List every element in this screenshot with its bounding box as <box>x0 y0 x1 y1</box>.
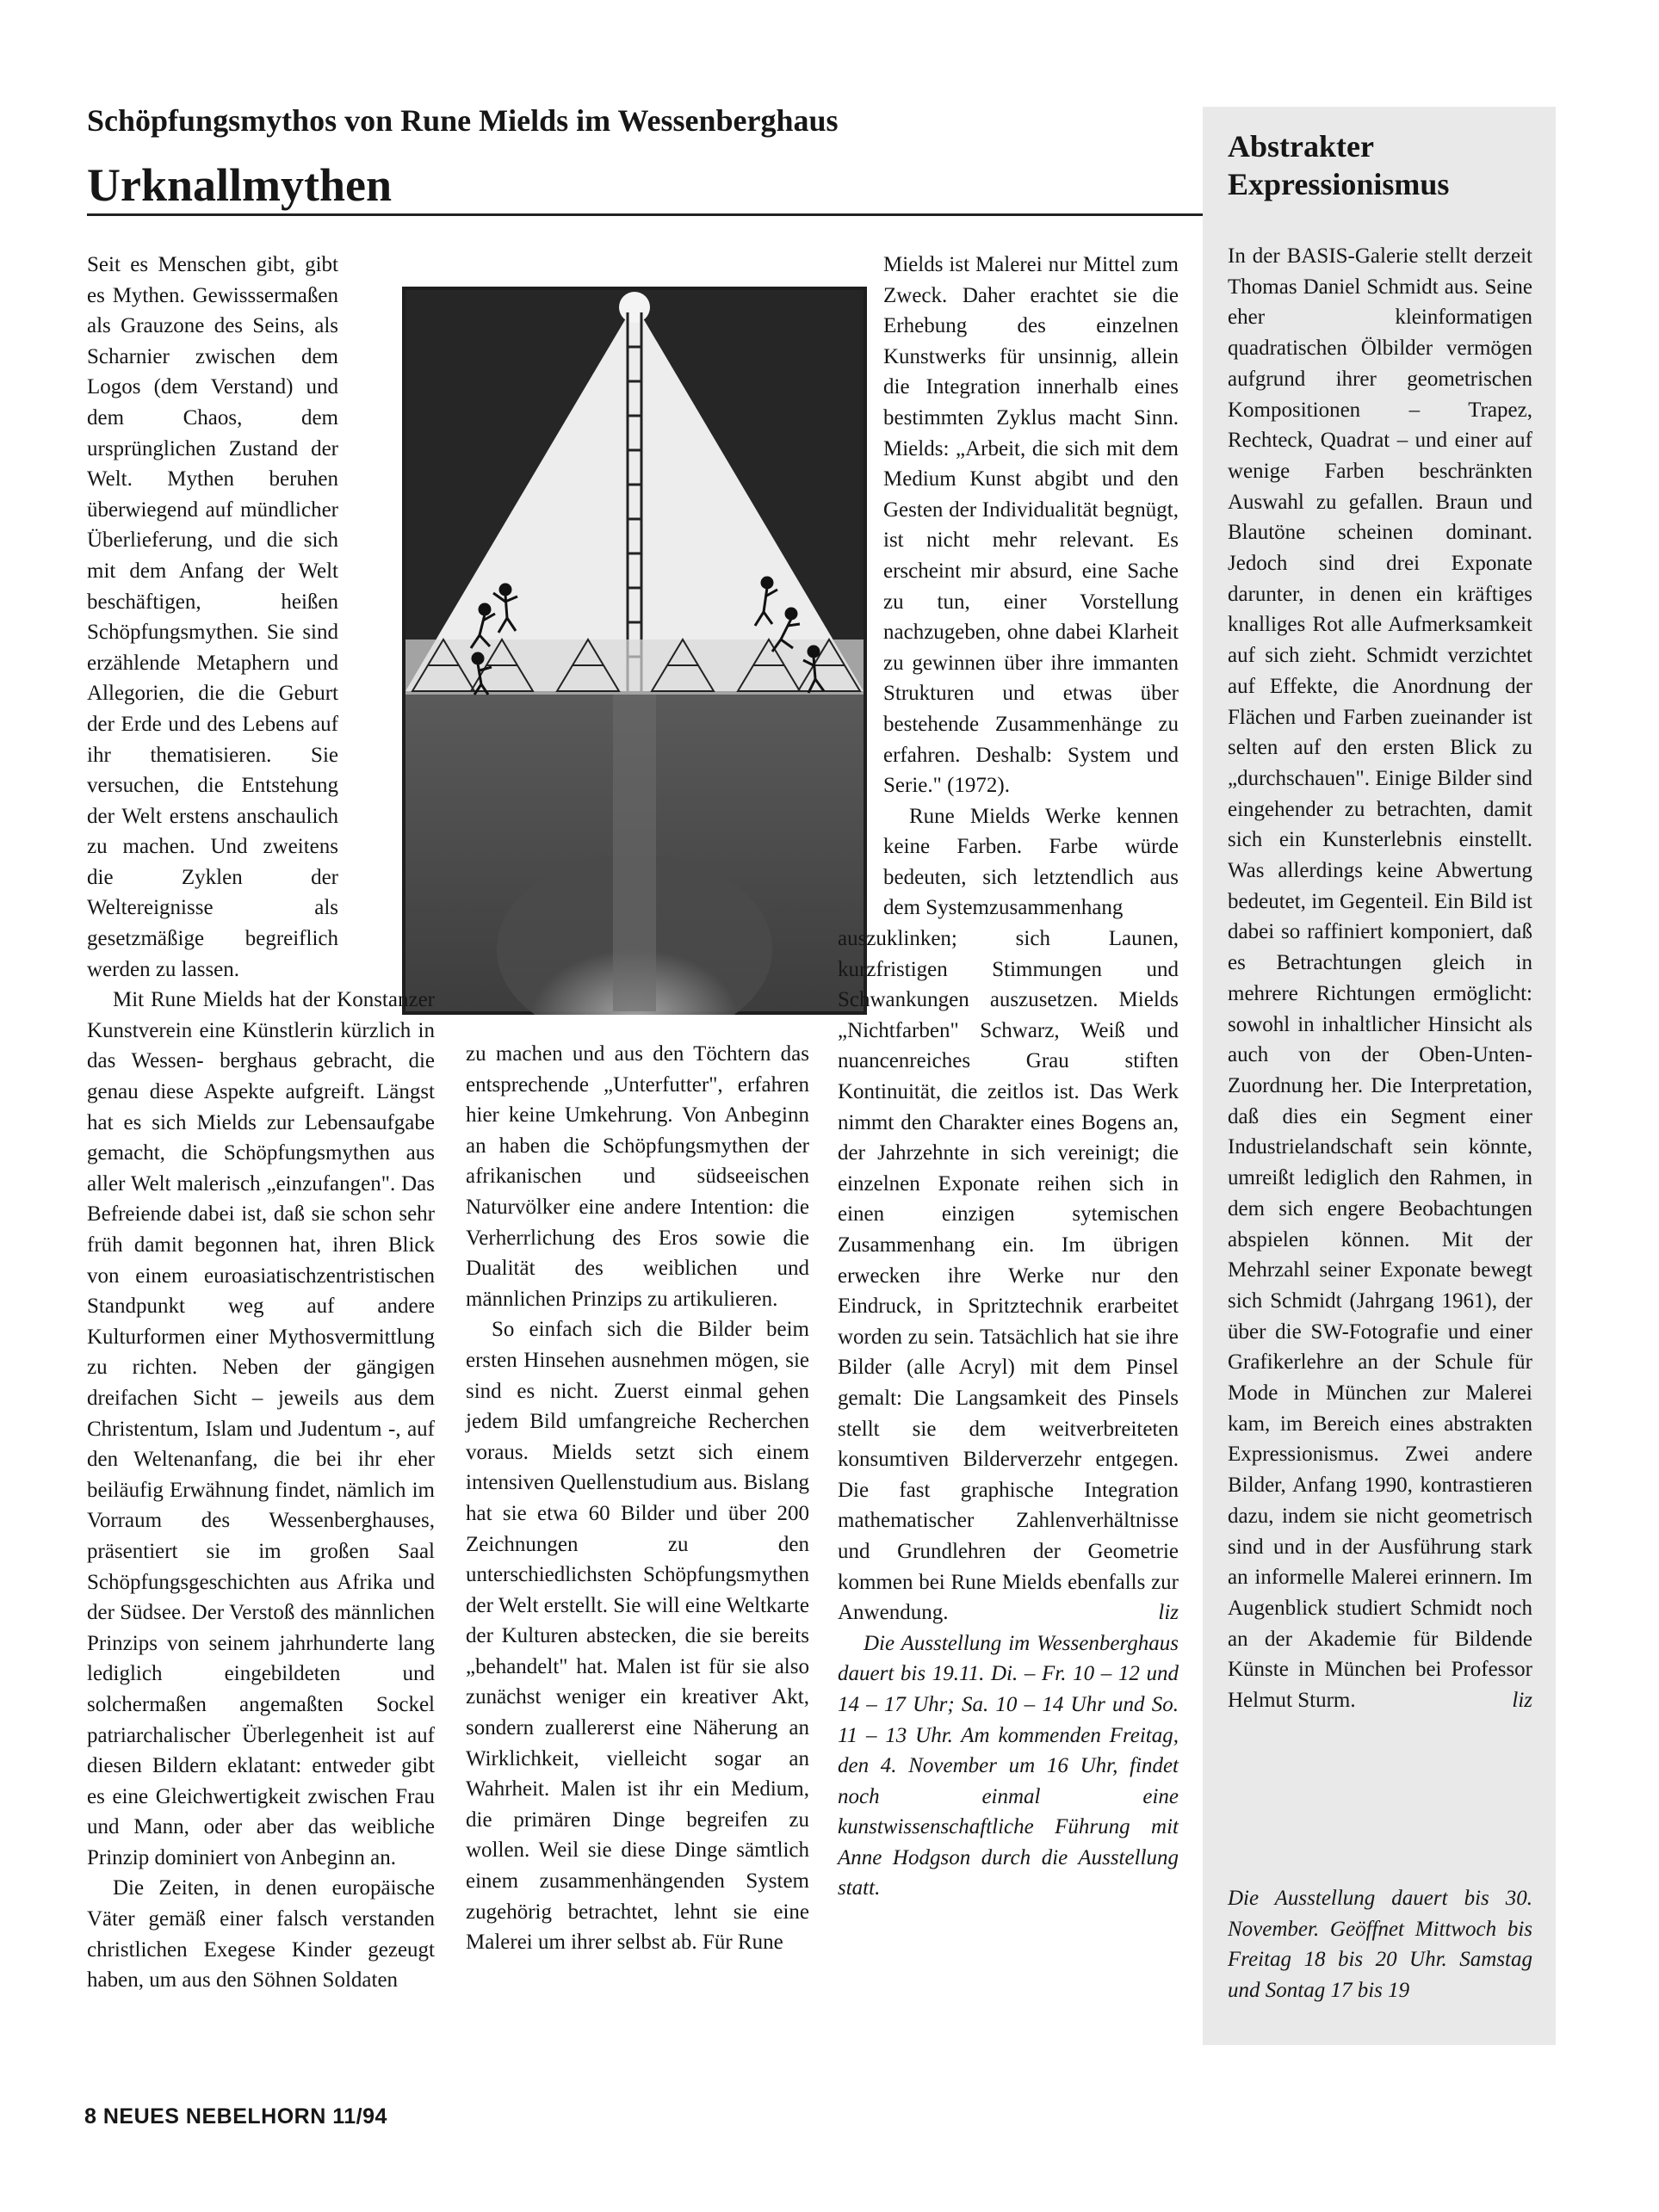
page-footer: 8 NEUES NEBELHORN 11/94 <box>84 2104 387 2129</box>
col1-paragraph-2: Mit Rune Mields hat der Konstanzer Kunstverein eine Künstlerin kürzlich in das Wessen- berghaus gebracht, die genau diese Aspekte aufgreift. Längst hat es sich Mields zur Lebensaufgabe gemacht, die Schöpfungsmythen aus aller Welt malerisch „einzufangen". Das Befreiende dabei ist, daß sie schon sehr früh damit begonnen hat, ihren Blick von einem euroasiatischzentristischen Standpunkt weg auf andere Kulturformen einer Mythosvermittlung zu richten. Neben der gängigen dreifachen Sicht – jeweils aus dem Christentum, Islam und Judentum -, auf den Weltenanfang, die bei ihr eher beiläufig Erwähnung findet, nämlich im Vorraum des Wessenberghauses, präsentiert sie im großen Saal Schöpfungsgeschichten aus Afrika und der Südsee. Der Verstoß des männlichen Prinzips von seinem jahrhunderte lang lediglich eingebildeten und solchermaßen angemaßten Sockel patriarchalischer Überlegenheit ist auf diesen Bildern eklatant: entweder gibt es eine Gleichwertigkeit zwischen Frau und Mann, oder aber das weibliche Prinzip dominiert von Anbeginn an. <box>87 988 435 1869</box>
sidebar-box <box>1203 107 1556 2045</box>
sidebar-signature: liz <box>1512 1689 1532 1713</box>
exhibition-info: Die Ausstellung im Wessenberghaus dauert bis 19.11. Di. – Fr. 10 – 12 und 14 – 17 Uhr; Sa. 10 – 14 Uhr und So. 11 – 13 Uhr. Am kommenden Freitag, den 4. November um 16 Uhr, findet noch einmal eine kunstwissenschaftliche Führung mit Anne Hodgson durch die Ausstellung statt. <box>838 1631 1179 1900</box>
light-column <box>613 695 656 1011</box>
col3-paragraph-3-text: auszuklinken; sich Launen, kurzfristigen Stimmungen und Schwankungen auszusetzen. Mields „Nichtfarben" Schwarz, Weiß und nuancenreiches Grau stiften Kontinuität, die zeitlos ist. Das Werk nimmt den Charakter eines Bogens an, der Jahrzehnte in sich vereinigt; die einzelnen Exponate reihen sich in einen einzigen sytemischen Zusammenhang ein. Im übrigen erwecken ihre Werke nur den Eindruck, in Spritztechnik erarbeitet worden zu sein. Tatsächlich hat sie ihre Bilder (alle Acryl) mit dem Pinsel gemalt: Die Langsamkeit des Pinsels stellt sie dem weitverbreiteten konsumtiven Bilderverzehr entgegen. Die fast graphische Integration mathematischer Zahlenverhältnisse und Grundlehren der Geometrie kommen bei Rune Mields ebenfalls zur Anwendung. <box>838 927 1179 1625</box>
article-column-1 <box>87 250 435 1996</box>
headline-rule <box>87 213 1203 216</box>
col1-paragraph-1: Seit es Menschen gibt, gibt es Mythen. Gewisssermaßen als Grauzone des Seins, als Scharnier zwischen dem Logos (dem Verstand) und dem Chaos, dem ursprünglichen Zustand der Welt. Mythen beruhen überwiegend auf mündlicher Überlieferung, und die sich mit dem Anfang der Welt beschäftigen, heißen Schöpfungsmythen. Sie sind erzählende Metaphern und Allegorien, die die Geburt der Erde und des Lebens auf ihr thematisieren. Sie versuchen, die Entstehung der Welt erstens anschaulich zu machen. Und zweitens die Zyklen der Weltereignisse als gesetzmäßige begreiflich werden zu lassen. <box>87 253 338 981</box>
col3-paragraph-1: Mields ist Malerei nur Mittel zum Zweck. Daher erachtet sie die Erhebung des einzelnen Kunstwerks für unsinnig, allein die Integration innerhalb eines bestimmten Zyklus macht Sinn. Mields: „Arbeit, die sich mit dem Medium Kunst abgibt und den Gesten der Individualität begnügt, ist nicht mehr relevant. Es erscheint mir absurd, eine Sache zu tun, einer Vorstellung nachzugeben, ohne dabei Klarheit zu gewinnen über ihre immanten Strukturen und etwas über bestehende Zusammenhänge zu erfahren. Deshalb: System und Serie." (1972). <box>883 253 1179 798</box>
article-kicker: Schöpfungsmythos von Rune Mields im Wessenberghaus <box>87 103 839 138</box>
sidebar-title: Abstrakter Expressionismus <box>1228 129 1450 201</box>
article-column-3 <box>838 250 1179 1904</box>
col2-paragraph-1: zu machen und aus den Töchtern das entsprechende „Unterfutter", erfahren hier keine Umkehrung. Von Anbeginn an haben die Schöpfungsmythen der afrikanischen und südseeischen Naturvölker eine andere Intention: die Verherrlichung des Eros sowie die Dualität des weiblichen und männlichen Prinzips zu artikulieren. <box>466 1042 809 1311</box>
col1-paragraph-3: Die Zeiten, in denen europäische Väter gemäß einer falsch verstanden christlichen Exegese Kinder gezeugt haben, um aus den Söhnen Soldaten <box>87 1876 435 1993</box>
sidebar-exhibition-info: Die Ausstellung dauert bis 30. November. Geöffnet Mittwoch bis Freitag 18 bis 20 Uhr. Samstag und Sontag 17 bis 19 <box>1228 1887 1532 2003</box>
artwork-image <box>402 287 867 1015</box>
sidebar-text <box>1228 241 1532 1716</box>
article-signature: liz <box>1158 1601 1179 1625</box>
sidebar-paragraph-text: In der BASIS-Galerie stellt derzeit Thomas Daniel Schmidt aus. Seine eher kleinformatigen quadratischen Ölbilder vermögen aufgrund ihrer geometrischen Kompositionen – Trapez, Rechteck, Quadrat – und einer auf wenige Farben beschränkten Auswahl zu gefallen. Braun und Blautöne scheinen dominant. Jedoch sind drei Exponate darunter, in denen ein kräftiges knalliges Rot alle Aufmerksamkeit auf sich zieht. Schmidt verzichtet auf Effekte, die Anordnung der Flächen und Farben zueinander ist selten auf den ersten Blick zu „durchschauen". Einige Bilder sind eingehender zu betrachten, damit sich ein Kunsterlebnis einstellt. Was allerdings keine Abwertung bedeutet, im Gegenteil. Ein Bild ist dabei so raffiniert komponiert, daß es Betrachtungen gleich in mehrere Richtungen ermöglicht: sowohl in inhaltlicher Hinsicht als auch von der Oben-Unten-Zuordnung her. Die Interpretation, daß dies ein Segment einer Industrielandschaft sein könnte, umreißt lediglich den Rahmen, in dem sich engere Beobachtungen abspielen können. Mit der Mehrzahl seiner Exponate bewegt sich Schmidt (Jahrgang 1961), der über die SW-Fotografie und einer Grafikerlehre an der Schule für Mode in München zur Malerei kam, im Bereich eines abstrakten Expressionismus. Zwei andere Bilder, Anfang 1990, kontrastieren dazu, indem sie nicht geometrisch sind und in der Ausführung stark an informelle Malerei erinnern. Im Augenblick studiert Schmidt noch an der Akademie für Bildende Künste in München bei Professor Helmut Sturm. <box>1228 244 1532 1713</box>
col3-paragraph-2: Rune Mields Werke kennen keine Farben. Farbe würde bedeuten, sich letztendlich aus dem Systemzusammenhang <box>883 804 1179 920</box>
article-column-2 <box>466 1039 809 1958</box>
article-headline: Urknallmythen <box>87 159 393 211</box>
sun-circle <box>619 292 650 323</box>
sidebar-paragraph <box>1228 241 1532 1716</box>
col3-paragraph-3 <box>838 924 1179 1628</box>
col2-paragraph-2: So einfach sich die Bilder beim ersten Hinsehen ausnehmen mögen, sie sind es nicht. Zuerst einmal gehen jedem Bild umfangreiche Recherchen voraus. Mields setzt sich einem intensiven Quellenstudium aus. Bislang hat sie etwa 60 Bilder und über 200 Zeichnungen zu den unterschiedlichsten Schöpfungsmythen der Welt erstellt. Sie will eine Weltkarte der Kulturen abstecken, die sie bereits „behandelt" hat. Malen ist für sie also zunächst weniger ein kreativer Akt, sondern zuallererst eine Näherung an Wirklichkeit, vielleicht sogar an Wahrheit. Malen ist ihr ein Medium, die primären Dinge begreifen zu wollen. Weil sie diese Dinge sämtlich einem zusammenhängenden System zugehörig betrachtet, lehnt sie eine Malerei um ihrer selbst ab. Für Rune <box>466 1318 809 1955</box>
